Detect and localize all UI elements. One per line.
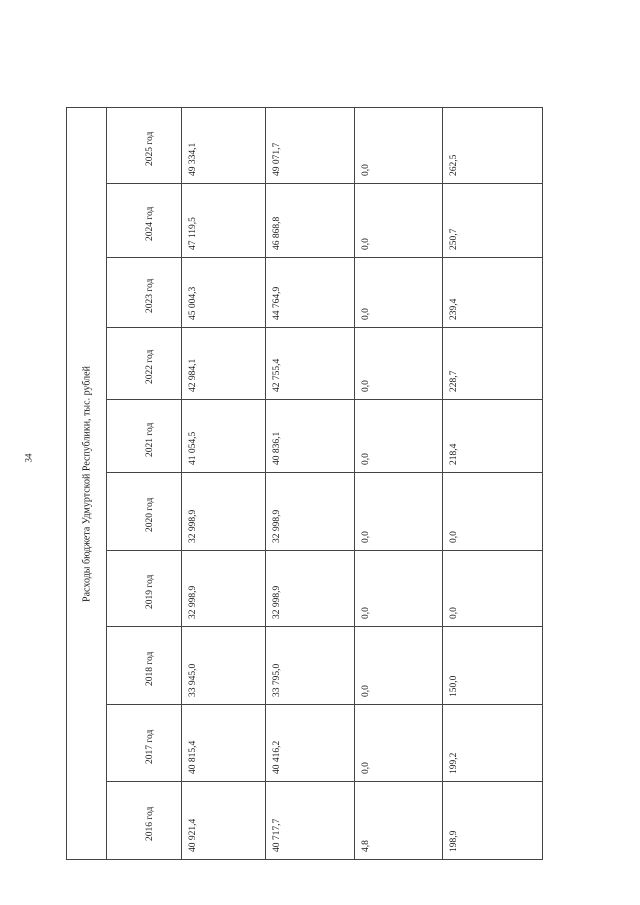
- year-header-cell: [107, 328, 181, 400]
- value-text: 0,0: [361, 380, 371, 392]
- value-cell: [182, 782, 265, 860]
- year-label: 2022 год: [145, 349, 155, 384]
- value-cell: [182, 473, 265, 551]
- value-cell: [443, 258, 543, 328]
- value-cell: [443, 184, 543, 258]
- value-cell: [355, 551, 442, 627]
- value-text: 150,0: [449, 675, 459, 697]
- table-title-band: [67, 108, 107, 859]
- year-label: 2018 год: [145, 651, 155, 686]
- budget-table: [66, 107, 543, 860]
- value-text: 44 764,9: [272, 286, 282, 320]
- value-cell: [182, 627, 265, 705]
- value-text: 250,7: [449, 228, 459, 250]
- value-cell: [266, 473, 354, 551]
- value-text: 199,2: [449, 752, 459, 774]
- data-column-3: [355, 108, 443, 860]
- value-cell: [182, 400, 265, 473]
- value-text: 40 717,7: [272, 818, 282, 852]
- header-column: [107, 108, 182, 860]
- value-text: 262,5: [449, 154, 459, 176]
- value-text: 32 998,9: [272, 585, 282, 619]
- year-header-cell: [107, 551, 181, 627]
- value-text: 198,9: [449, 830, 459, 852]
- value-text: 40 815,4: [188, 740, 198, 774]
- value-text: 239,4: [449, 298, 459, 320]
- value-text: 0,0: [361, 685, 371, 697]
- value-cell: [355, 627, 442, 705]
- value-cell: [355, 782, 442, 860]
- page-number: 34: [23, 453, 34, 463]
- value-cell: [266, 705, 354, 782]
- value-text: 32 998,9: [188, 509, 198, 543]
- value-text: 0,0: [361, 762, 371, 774]
- year-label: 2020 год: [145, 497, 155, 532]
- value-text: 47 119,5: [188, 217, 198, 250]
- year-header-cell: [107, 627, 181, 705]
- year-header-cell: [107, 258, 181, 328]
- value-cell: [182, 184, 265, 258]
- value-cell: [266, 328, 354, 400]
- value-text: 0,0: [361, 238, 371, 250]
- value-text: 49 071,7: [272, 142, 282, 176]
- year-header-cell: [107, 473, 181, 551]
- year-header-cell: [107, 108, 181, 184]
- value-text: 0,0: [361, 453, 371, 465]
- value-cell: [443, 627, 543, 705]
- value-text: 33 945,0: [188, 663, 198, 697]
- value-text: 0,0: [361, 531, 371, 543]
- year-header-cell: [107, 782, 181, 860]
- value-cell: [266, 551, 354, 627]
- table-title: Расходы бюджета Удмуртской Республики, тыс. рублей: [81, 366, 93, 602]
- value-cell: [443, 108, 543, 184]
- value-cell: [355, 705, 442, 782]
- value-cell: [182, 258, 265, 328]
- value-text: 218,4: [449, 443, 459, 465]
- value-cell: [443, 782, 543, 860]
- value-cell: [443, 328, 543, 400]
- value-cell: [182, 108, 265, 184]
- value-text: 40 921,4: [188, 818, 198, 852]
- value-cell: [266, 400, 354, 473]
- value-cell: [355, 400, 442, 473]
- value-text: 42 984,1: [188, 358, 198, 392]
- value-cell: [355, 184, 442, 258]
- year-label: 2019 год: [145, 574, 155, 609]
- year-label: 2025 год: [145, 131, 155, 166]
- value-text: 228,7: [449, 370, 459, 392]
- value-text: 41 054,5: [188, 431, 198, 465]
- value-cell: [443, 400, 543, 473]
- value-cell: [443, 705, 543, 782]
- value-cell: [182, 705, 265, 782]
- value-cell: [443, 473, 543, 551]
- value-text: 32 998,9: [188, 585, 198, 619]
- year-label: 2016 год: [145, 806, 155, 841]
- value-cell: [355, 108, 442, 184]
- value-text: 32 998,9: [272, 509, 282, 543]
- value-text: 0,0: [449, 531, 459, 543]
- data-column-1: [182, 108, 266, 860]
- data-column-2: [266, 108, 355, 860]
- value-cell: [355, 258, 442, 328]
- year-header-cell: [107, 400, 181, 473]
- value-text: 0,0: [361, 164, 371, 176]
- value-text: 0,0: [361, 308, 371, 320]
- value-cell: [266, 108, 354, 184]
- value-cell: [266, 782, 354, 860]
- value-cell: [355, 473, 442, 551]
- value-text: 40 836,1: [272, 431, 282, 465]
- year-label: 2021 год: [145, 422, 155, 457]
- table-grid: [107, 108, 543, 860]
- value-cell: [266, 184, 354, 258]
- value-text: 33 795,0: [272, 663, 282, 697]
- value-text: 45 004,3: [188, 286, 198, 320]
- value-text: 49 334,1: [188, 142, 198, 176]
- value-text: 0,0: [361, 607, 371, 619]
- year-label: 2023 год: [145, 278, 155, 313]
- data-column-4: [443, 108, 543, 860]
- year-header-cell: [107, 705, 181, 782]
- year-header-cell: [107, 184, 181, 258]
- year-label: 2017 год: [145, 729, 155, 764]
- value-cell: [182, 551, 265, 627]
- value-cell: [443, 551, 543, 627]
- value-cell: [266, 627, 354, 705]
- value-cell: [182, 328, 265, 400]
- value-text: 40 416,2: [272, 740, 282, 774]
- value-text: 42 755,4: [272, 358, 282, 392]
- year-label: 2024 год: [145, 206, 155, 241]
- value-cell: [355, 328, 442, 400]
- value-text: 0,0: [449, 607, 459, 619]
- value-text: 4,8: [361, 840, 371, 852]
- value-cell: [266, 258, 354, 328]
- value-text: 46 868,8: [272, 216, 282, 250]
